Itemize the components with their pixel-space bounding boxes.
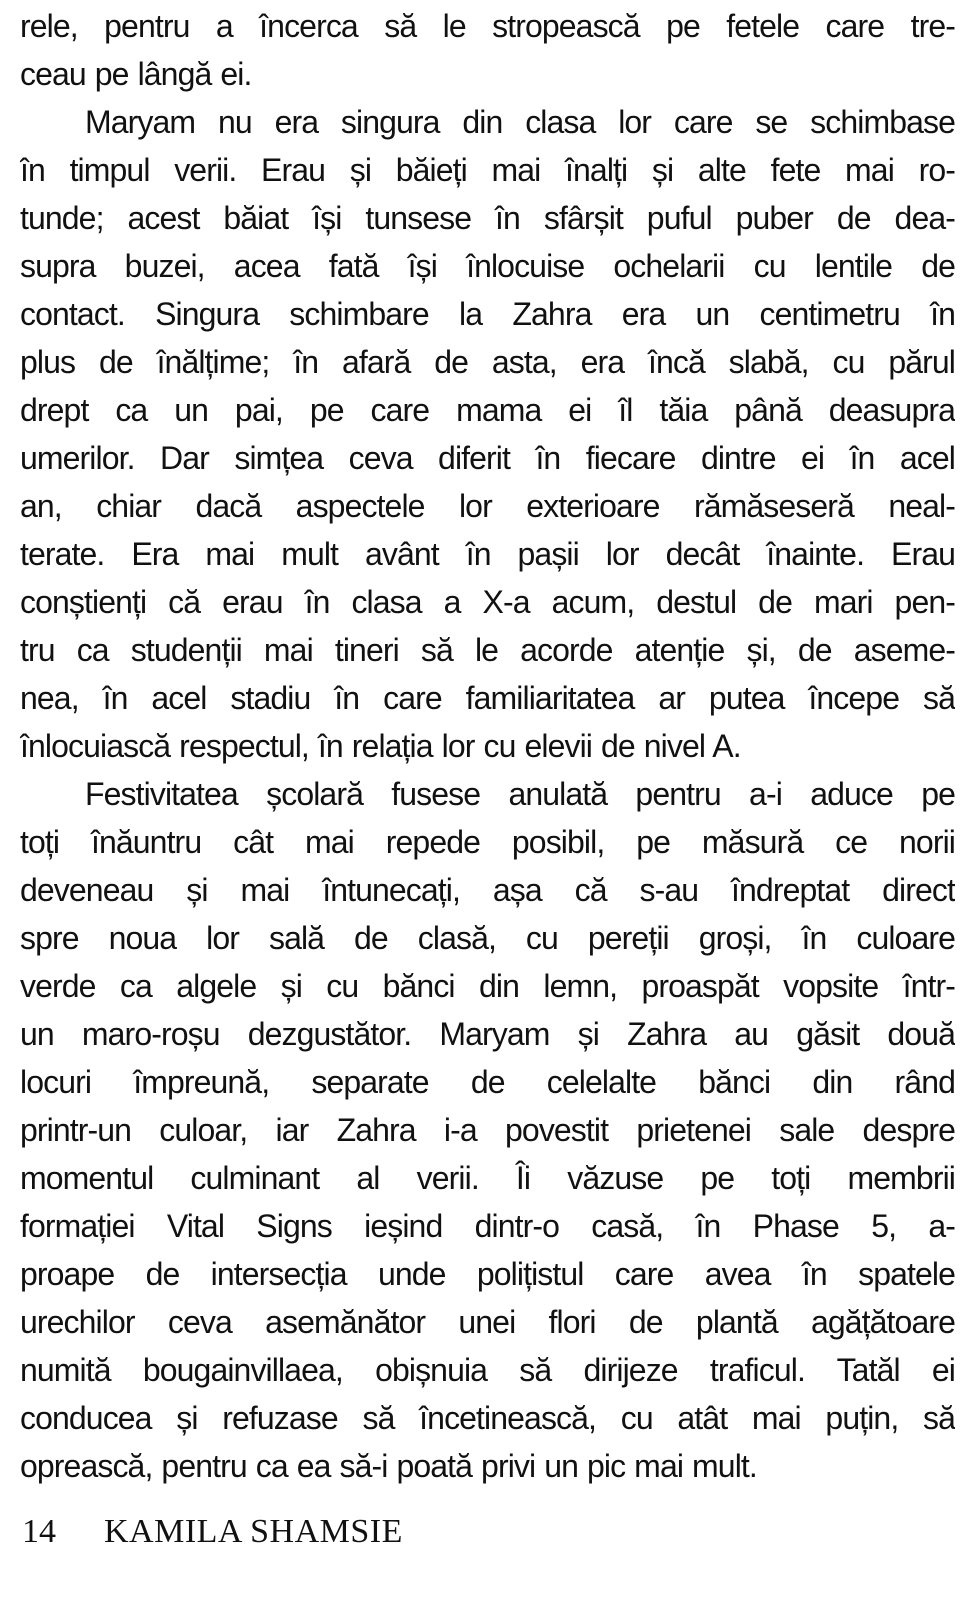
page-footer: [22, 1508, 957, 1556]
text-line: proape de intersecția unde polițistul care avea în spatele: [20, 1256, 955, 1292]
text-line: tru ca studenții mai tineri să le acorde atenție și, de aseme-: [20, 632, 955, 668]
text-line: formației Vital Signs ieșind dintr-o casă, în Phase 5, a-: [20, 1208, 955, 1244]
text-line: conștienți că erau în clasa a X-a acum, destul de mari pen-: [20, 584, 955, 620]
text-line: urechilor ceva asemănător unei flori de plantă agățătoare: [20, 1304, 955, 1340]
text-line: plus de înălțime; în afară de asta, era încă slabă, cu părul: [20, 344, 955, 380]
text-line: nea, în acel stadiu în care familiaritatea ar putea începe să: [20, 680, 955, 716]
text-line: oprească, pentru ca ea să-i poată privi un pic mai mult.: [20, 1448, 757, 1484]
text-line: locuri împreună, separate de celelalte bănci din rând: [20, 1064, 955, 1100]
text-line: deveneau și mai întunecați, așa că s-au îndreptat direct: [20, 872, 955, 908]
text-line: supra buzei, acea fată își înlocuise ochelarii cu lentile de: [20, 248, 955, 284]
text-line: înlocuiască respectul, în relația lor cu elevii de nivel A.: [20, 728, 741, 764]
running-title: KAMILA SHAMSIE: [104, 1513, 403, 1550]
text-line: rele, pentru a încerca să le stropească pe fetele care tre-: [20, 8, 955, 44]
text-line: Festivitatea școlară fusese anulată pentru a-i aduce pe: [85, 776, 955, 812]
text-line: un maro-roșu dezgustător. Maryam și Zahra au găsit două: [20, 1016, 955, 1052]
text-line: drept ca un pai, pe care mama ei îl tăia până deasupra: [20, 392, 955, 428]
text-line: în timpul verii. Erau și băieți mai înalți și alte fete mai ro-: [20, 152, 955, 188]
paragraph: [20, 2, 955, 98]
paragraph: [20, 770, 955, 1490]
page-number: 14: [22, 1513, 56, 1550]
text-line: tunde; acest băiat își tunsese în sfârșit puful puber de dea-: [20, 200, 955, 236]
text-line: terate. Era mai mult avânt în pașii lor decât înainte. Erau: [20, 536, 955, 572]
text-line: numită bougainvillaea, obișnuia să dirijeze traficul. Tatăl ei: [20, 1352, 955, 1388]
text-line: an, chiar dacă aspectele lor exterioare rămăseseră neal-: [20, 488, 955, 524]
text-line: conducea și refuzase să încetinească, cu atât mai puțin, să: [20, 1400, 955, 1436]
text-line: contact. Singura schimbare la Zahra era un centimetru în: [20, 296, 955, 332]
text-line: ceau pe lângă ei.: [20, 56, 252, 92]
text-line: verde ca algele și cu bănci din lemn, proaspăt vopsite într-: [20, 968, 955, 1004]
text-line: printr-un culoar, iar Zahra i-a povestit prietenei sale despre: [20, 1112, 955, 1148]
text-line: spre noua lor sală de clasă, cu pereții groși, în culoare: [20, 920, 955, 956]
text-line: umerilor. Dar simțea ceva diferit în fiecare dintre ei în acel: [20, 440, 955, 476]
paragraph: [20, 98, 955, 770]
text-line: toți înăuntru cât mai repede posibil, pe măsură ce norii: [20, 824, 955, 860]
text-line: Maryam nu era singura din clasa lor care se schimbase: [85, 104, 955, 140]
text-block: [20, 2, 955, 1490]
text-line: momentul culminant al verii. Îi văzuse pe toți membrii: [20, 1160, 955, 1196]
